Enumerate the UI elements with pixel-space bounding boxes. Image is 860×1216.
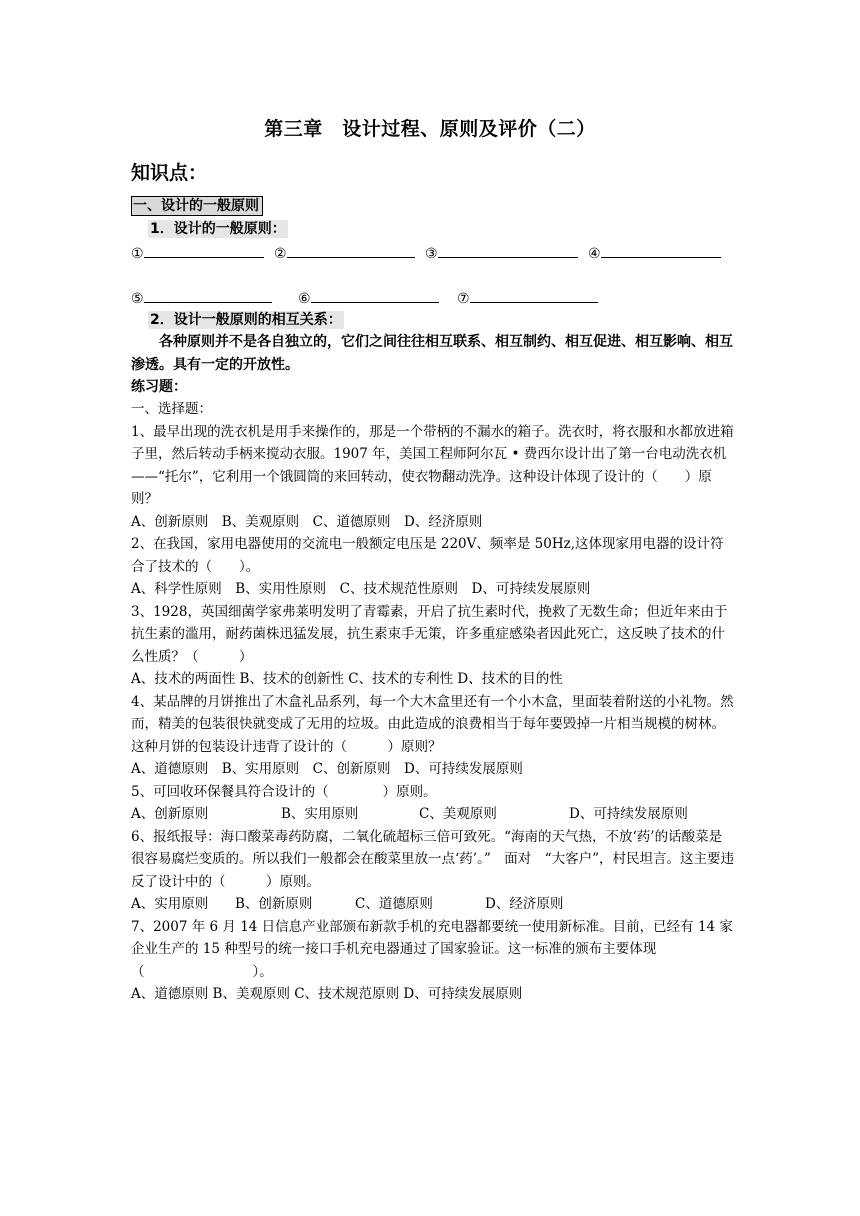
fill-in-blank[interactable] [144, 242, 264, 258]
option-a: A、创新原则 [131, 806, 209, 822]
fill-in-blank[interactable] [601, 242, 721, 258]
chapter-title: 第三章 设计过程、原则及评价（二） [264, 118, 596, 140]
option-b: B、实用原则 [281, 806, 359, 822]
fill-in-blank[interactable] [470, 287, 598, 303]
questions-block [131, 398, 735, 1006]
option-c: C、美观原则 [419, 806, 497, 822]
question-options-2: A、科学性原则 B、实用性原则 C、技术规范性原则 D、可持续发展原则 [131, 581, 591, 597]
blank-item: ④ [588, 242, 721, 264]
fill-in-blank[interactable] [144, 287, 272, 303]
fill-in-blank[interactable] [311, 287, 439, 303]
blank-item: ① [131, 242, 264, 264]
question-stem-4: 4、某品牌的月饼推出了木盒礼品系列，每一个大木盒里还有一个小木盒，里面装着附送的小礼物。然而，精美的包装很快就变成了无用的垃圾。由此造成的浪费相当于每年要毁掉一片相当规模的树林。这种月饼的包装设计违背了设计的（ ）原则？ [131, 693, 734, 755]
question-stem-3: 3、1928，英国细菌学家弗莱明发明了青霉素，开启了抗生素时代，挽救了无数生命；但近年来由于抗生素的滥用，耐药菌株迅猛发展，抗生素束手无策，许多重症感染者因此死亡，这反映了技术的什么性质？（ ） [131, 603, 728, 665]
question-options-3: A、技术的两面性 B、技术的创新性 C、技术的专利性 D、技术的目的性 [131, 671, 563, 687]
question-stem-2: 2、在我国，家用电器使用的交流电一般额定电压是 220V、频率是 50Hz,这体现家用电器的设计符合了技术的（ ）。 [131, 536, 724, 575]
section-heading: 一、设计的一般原则 [131, 196, 263, 216]
option-b: B、创新原则 [235, 896, 313, 912]
part-label: 一、选择题： [131, 401, 212, 417]
relationship-paragraph: 各种原则并不是各自独立的，它们之间往往相互联系、相互制约、相互促进、相互影响、相互渗透。具有一定的开放性。 [131, 334, 733, 373]
question-options-1: A、创新原则 B、美观原则 C、道德原则 D、经济原则 [131, 513, 483, 530]
blank-item: ⑤ [131, 287, 272, 309]
question-options-4: A、道德原则 B、实用原则 C、创新原则 D、可持续发展原则 [131, 761, 523, 777]
question-stem-1: 1、最早出现的洗衣机是用手来操作的，那是一个带柄的不漏水的箱子。洗衣时，将衣服和水都放进箱子里，然后转动手柄来搅动衣服。1907 年，美国工程师阿尔瓦 • 费西尔设计出了第一台电动洗衣机——“托尔”，它利用一个饿圆筒的来回转动，使衣物翻动洗净。这种设计体现了设计的（ ）原则？ [131, 423, 734, 507]
blank-item: ⑥ [298, 287, 439, 309]
subsection-heading-1: 1．设计的一般原则： [150, 221, 286, 237]
fill-in-blank[interactable] [438, 242, 578, 258]
knowledge-points-heading: 知识点： [131, 162, 208, 184]
blank-item: ⑦ [457, 287, 598, 309]
question-stem-7: 7、2007 年 6 月 14 日信息产业部颁布新款手机的充电器都要统一使用新标准。目前，已经有 14 家企业生产的 15 种型号的统一接口手机充电器通过了国家验证。这一标准的颁布主要体现（ ）。 [131, 918, 733, 980]
principle-blanks-row-2 [131, 287, 604, 309]
fill-in-blank[interactable] [287, 242, 415, 258]
option-c: C、道德原则 [355, 896, 433, 912]
blank-item: ③ [425, 242, 578, 264]
blank-item: ② [274, 242, 415, 264]
question-stem-6: 6、报纸报导：海口酸菜毒药防腐，二氧化硫超标三倍可致死。“海南的天气热，不放‘药’的话酸菜是很容易腐烂变质的。所以我们一般都会在酸菜里放一点‘药’。” 面对 “大客户”，村民坦言。这主要违反了设计中的（ ）原则。 [131, 828, 735, 890]
option-a: A、实用原则 [131, 896, 209, 912]
subsection-heading-2: 2．设计一般原则的相互关系： [150, 312, 342, 328]
exercise-heading: 练习题： [131, 379, 187, 395]
principle-blanks-row-1 [131, 242, 727, 264]
question-stem-5: 5、可回收环保餐具符合设计的（ ）原则。 [131, 783, 437, 800]
question-options-7: A、道德原则 B、美观原则 C、技术规范原则 D、可持续发展原则 [131, 986, 523, 1002]
option-d: D、经济原则 [485, 896, 564, 912]
question-options-5 [131, 803, 735, 826]
question-options-6 [131, 893, 735, 916]
option-d: D、可持续发展原则 [569, 806, 688, 822]
